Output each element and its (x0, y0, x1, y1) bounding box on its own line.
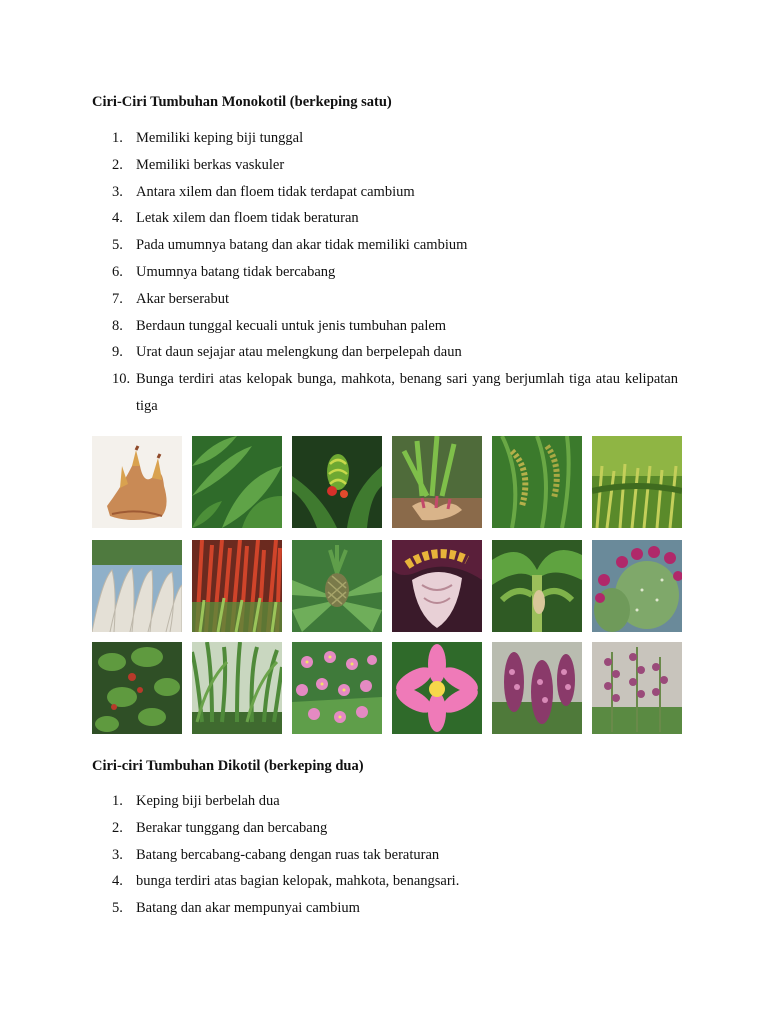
list-number: 10. (112, 371, 131, 388)
list-text: Umumnya batang tidak bercabang (136, 263, 336, 280)
list-item (92, 313, 678, 340)
plant-photo-grid (92, 436, 682, 736)
shrub-icon (92, 642, 182, 734)
list-item (92, 366, 678, 420)
monocot-list (92, 125, 678, 420)
list-text: Pada umumnya batang dan akar tidak memiliki cambium (136, 237, 468, 254)
list-number: 5. (112, 237, 123, 254)
list-text: Keping biji berbelah dua (136, 793, 280, 809)
pandan-icon (192, 642, 282, 734)
pineapple-icon (292, 540, 382, 632)
list-item (92, 125, 678, 152)
list-text: Akar berserabut (136, 290, 229, 307)
purple-orchid-spikes-icon (592, 642, 682, 734)
rice-field-icon (592, 436, 682, 528)
list-number: 2. (112, 156, 123, 173)
list-text: Letak xilem dan floem tidak beraturan (136, 210, 359, 227)
list-number: 8. (112, 317, 123, 334)
list-item (92, 895, 678, 922)
banana-flower-icon (392, 540, 482, 632)
list-item (92, 205, 678, 232)
list-text: Memiliki keping biji tunggal (136, 130, 304, 146)
red-grass-icon (192, 540, 282, 632)
rain-lily-field-icon (292, 642, 382, 734)
cactus-fruit-icon (592, 540, 682, 632)
ginger-plant-icon (392, 436, 482, 528)
list-number: 6. (112, 263, 123, 280)
pampas-grass-icon (92, 540, 182, 632)
pink-lily-icon (392, 642, 482, 734)
list-number: 7. (112, 290, 123, 307)
list-text: Berdaun tunggal kecuali untuk jenis tumbuhan palem (136, 317, 447, 334)
list-number: 3. (112, 846, 123, 863)
list-number: 1. (112, 130, 123, 146)
dicot-heading: Ciri-ciri Tumbuhan Dikotil (berkeping dua) (92, 758, 364, 774)
list-text: Berakar tunggang dan bercabang (136, 819, 328, 836)
list-text: Memiliki berkas vaskuler (136, 156, 285, 173)
green-leaves-icon (192, 436, 282, 528)
list-number: 4. (112, 210, 123, 227)
list-number: 3. (112, 183, 123, 200)
list-item (92, 179, 678, 206)
dicot-list (92, 788, 678, 922)
list-item (92, 868, 678, 895)
banana-tree-icon (492, 540, 582, 632)
list-item (92, 232, 678, 259)
list-number: 9. (112, 344, 123, 361)
purple-flower-spikes-icon (492, 642, 582, 734)
list-number: 1. (112, 793, 123, 809)
list-item (92, 788, 678, 815)
list-number: 2. (112, 819, 123, 836)
list-text: Urat daun sejajar atau melengkung dan berpelepah daun (136, 344, 462, 361)
list-item (92, 259, 678, 286)
list-item (92, 842, 678, 869)
list-item (92, 339, 678, 366)
list-text: bunga terdiri atas bagian kelopak, mahkota, benangsari. (136, 873, 460, 890)
ginger-rhizome-icon (92, 436, 182, 528)
list-number: 5. (112, 900, 123, 917)
list-text: Bunga terdiri atas kelopak bunga, mahkota, benang sari yang berjumlah tiga atau kelipatan tiga (136, 371, 678, 414)
list-item (92, 815, 678, 842)
rice-panicle-icon (492, 436, 582, 528)
list-text: Batang dan akar mempunyai cambium (136, 900, 360, 917)
list-text: Batang bercabang-cabang dengan ruas tak beraturan (136, 846, 440, 863)
torch-ginger-flower-icon (292, 436, 382, 528)
list-item (92, 286, 678, 313)
list-item (92, 152, 678, 179)
monocot-heading: Ciri-Ciri Tumbuhan Monokotil (berkeping satu) (92, 94, 392, 110)
list-text: Antara xilem dan floem tidak terdapat cambium (136, 183, 415, 200)
list-number: 4. (112, 873, 123, 890)
